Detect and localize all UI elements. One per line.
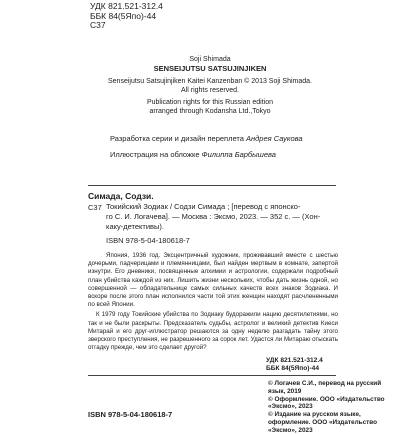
series-design-credit: Разработка серии и дизайн переплета Андрея Саукова: [110, 134, 303, 143]
bottom-divider: [88, 375, 336, 376]
classification-codes: [90, 2, 163, 31]
biblio-author-mark: С37: [88, 203, 102, 212]
biblio-record: [106, 202, 338, 231]
kodansha-arrangement: arranged through Kodansha Ltd.,Tokyo: [149, 107, 271, 115]
annotation: [88, 252, 338, 352]
original-copyright: Senseijutsu Satsujinjiken Kaitei Kanzenban © 2013 Soji Shimada.: [107, 78, 312, 85]
biblio-line-1: Токийский Зодиак / Содзи Симада ; [перевод с японско-: [106, 202, 301, 211]
bbk-code-right: ББК 84(5Япо)-44: [266, 365, 320, 372]
copyright-notices: [268, 380, 398, 435]
biblio-heading: Симада, Содзи.: [88, 191, 154, 201]
original-credits: [60, 56, 360, 116]
series-designer-name: Андрея Саукова: [246, 134, 303, 143]
translation-copyright: © Логачев С.И., перевод на русский язык, 2019: [268, 380, 382, 395]
bbk-code: ББК 84(5Япо)-44: [90, 10, 157, 21]
publication-rights: Publication rights for this Russian edition: [146, 99, 274, 106]
udk-code: УДК 821.521-312.4: [90, 1, 163, 11]
biblio-line-2: го С. И. Логачева]. — Москва : Эксмо, 2023. — 352 с. — (Хон-: [106, 211, 321, 221]
annotation-paragraph-2: К 1979 году Токийские убийства по Зодиаку будоражили нацию десятилетиями, но так и не были раскрыты. Предсказатель судьбы, астролог и великий детектив Киеси Митарай и его друг-иллюстратор решаются за одну неделю разгадать тайну этого зверского преступления, не разрешенного за сорок лет. Удастся ли Митараю отыскать отгадку прежде, чем это сделает другой?: [88, 311, 338, 352]
classification-codes-right: [266, 357, 323, 373]
cover-illustration-credit: Иллюстрация на обложке Филиппа Барбышева: [110, 150, 276, 159]
cover-illustrator-name: Филиппа Барбышева: [201, 150, 276, 159]
top-divider: [88, 185, 336, 186]
original-title: SENSEIJUTSU SATSUJINJIKEN: [153, 63, 267, 73]
rights-reserved: All rights reserved.: [181, 86, 239, 94]
design-copyright: © Оформление. ООО «Издательство «Эксмо», 2023: [268, 395, 385, 411]
isbn-bottom: ISBN 978-5-04-180618-7: [88, 410, 173, 419]
author-mark: С37: [90, 20, 106, 30]
udk-code-right: УДК 821.521-312.4: [266, 357, 323, 364]
biblio-line-3: каку-детективы).: [106, 221, 164, 231]
edition-copyright: © Издание на русском языке, оформление. ООО «Издательство «Эксмо», 2023: [268, 411, 378, 434]
isbn-number: ISBN 978-5-04-180618-7: [106, 236, 190, 245]
design-credits: [110, 133, 303, 161]
original-author: Soji Shimada: [189, 56, 231, 63]
annotation-paragraph-1: Япония, 1936 год. Эксцентричный художник, проживавший вместе с шестью дочерьми, падчерицами и племянницами, был найден мертвым в комнате, запертой изнутри. Его дневники, посвященные алхимии и астрологии, содержали подробный план убийства каждой из них. Лишить жизни нескольких, чтобы дать жизнь одной, но совершенной — обладательнице самых сильных качеств всех знаков Зодиака. И вскоре после этого план исполнился части той этих женщин находят расчлененными по всей Японии.: [88, 252, 338, 309]
